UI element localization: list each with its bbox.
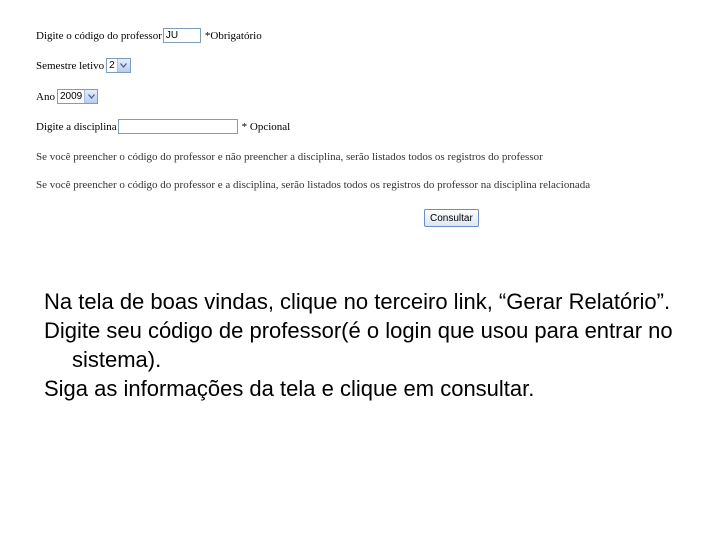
instructions-text xyxy=(44,287,704,403)
semestre-value: 2 xyxy=(109,60,115,71)
ano-label: Ano xyxy=(36,90,55,103)
professor-row xyxy=(36,28,262,43)
info-line-1: Se você preencher o código do professor e não preencher a disciplina, serão listados todos os registros do professor xyxy=(36,151,543,163)
info-line-2: Se você preencher o código do professor e a disciplina, serão listados todos os registros do professor na disciplina relacionada xyxy=(36,179,591,191)
consultar-button[interactable]: Consultar xyxy=(424,209,479,227)
disciplina-label: Digite a disciplina xyxy=(36,120,117,133)
ano-value: 2009 xyxy=(59,91,83,102)
semestre-select[interactable] xyxy=(106,58,131,73)
optional-note: * Opcional xyxy=(241,120,291,133)
chevron-down-icon[interactable] xyxy=(84,90,97,103)
disciplina-row xyxy=(36,119,290,134)
professor-code-input[interactable] xyxy=(163,28,201,43)
ano-select[interactable] xyxy=(57,89,98,104)
semestre-row xyxy=(36,58,131,73)
required-note: *Obrigatório xyxy=(204,29,262,42)
chevron-down-icon[interactable] xyxy=(117,59,130,72)
professor-label: Digite o código do professor xyxy=(36,29,162,42)
semestre-label: Semestre letivo xyxy=(36,59,105,72)
instruction-3: Siga as informações da tela e clique em consultar. xyxy=(44,376,535,401)
instruction-2: Digite seu código de professor(é o login que usou para entrar no sistema). xyxy=(44,318,673,372)
ano-row xyxy=(36,89,98,104)
disciplina-input[interactable] xyxy=(118,119,238,134)
instruction-1: Na tela de boas vindas, clique no terceiro link, “Gerar Relatório”. xyxy=(44,289,671,314)
